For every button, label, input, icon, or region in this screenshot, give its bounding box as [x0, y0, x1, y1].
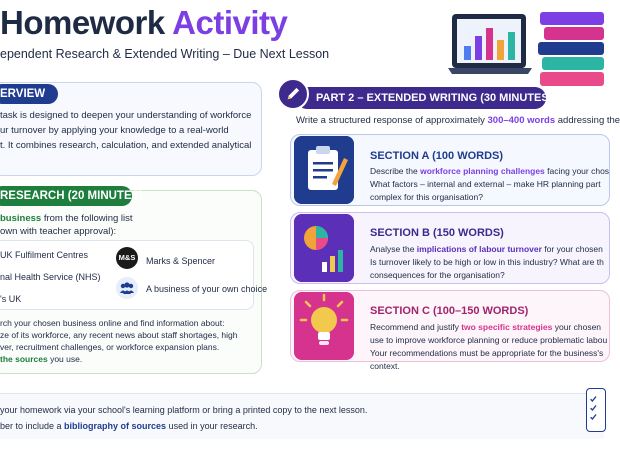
section-c-title: SECTION C (100–150 WORDS): [370, 305, 529, 317]
business-option: Marks & Spencer: [146, 256, 216, 266]
pencil-icon: [277, 78, 309, 110]
overview-text: task is designed to deepen your understanding of workforce ur turnover by applying your knowledge to a real-world t. It combines research, calculation, and extended analytical: [0, 110, 252, 151]
research-task-text: rch your chosen business online and find information about: ze of its workforce, any recent news about staff shortages, high ver, recruitment challenges, or workforce expansion plans. the sources you use.: [0, 318, 238, 364]
overview-label: ERVIEW: [0, 84, 58, 104]
business-option: A business of your own choice: [146, 284, 268, 294]
business-option: 's UK: [0, 294, 22, 304]
book-icon: [540, 12, 604, 25]
submission-text: your homework via your school's learning platform or bring a printed copy to the next lesson. ber to include a bibliography of sources used in your research.: [0, 405, 368, 431]
section-a-title: SECTION A (100 WORDS): [370, 150, 504, 162]
checklist-icon: [586, 388, 606, 432]
research-instructions: business from the following list own with teacher approval):: [0, 213, 133, 237]
page-subtitle: ependent Research & Extended Writing – Due Next Lesson: [0, 47, 330, 61]
section-b-text: Analyse the implications of labour turnover for your chosen Is turnover likely to be high or low in this industry? What are th consequences for the organisation?: [370, 244, 604, 280]
section-c-text: Recommend and justify two specific strategies your chosen use to improve workforce planning or reduce problematic labou Your recommendations must be appropriate for the business's context.: [370, 322, 608, 371]
section-b-title: SECTION B (150 WORDS): [370, 227, 504, 239]
part2-label: PART 2 – EXTENDED WRITING (30 MINUTES): [296, 87, 546, 109]
marks-spencer-logo: M&S: [116, 247, 138, 269]
clipboard-icon: [294, 136, 354, 204]
business-option: UK Fulfilment Centres: [0, 250, 89, 260]
page-title: Homework Activity: [0, 4, 288, 41]
business-option: nal Health Service (NHS): [0, 272, 101, 282]
laptop-books-illustration: [448, 6, 604, 90]
research-label: RESEARCH (20 MINUTES): [0, 186, 132, 206]
section-a-text: Describe the workforce planning challenges facing your chos What factors – internal and external – make HR planning part complex for this organisation?: [370, 166, 610, 202]
lightbulb-icon: [294, 292, 354, 360]
pie-bar-chart-icon: [294, 214, 354, 282]
people-icon: [116, 277, 138, 299]
part2-intro: Write a structured response of approximately 300–400 words addressing the: [296, 115, 620, 126]
